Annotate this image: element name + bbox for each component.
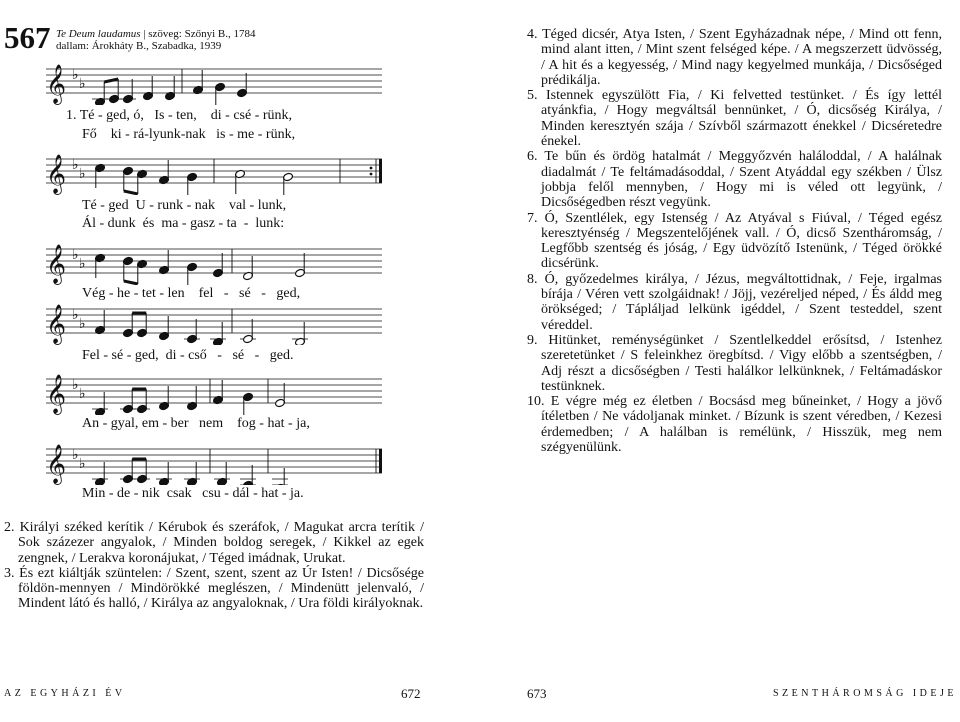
svg-text:♭: ♭ [79, 456, 86, 472]
hymn-meta [56, 28, 256, 52]
text-credit: | szöveg: Szőnyi B., 1784 [140, 28, 256, 40]
lyric-line: Ál - dunk és ma - gasz - ta - lunk: [82, 216, 285, 231]
svg-text:♭: ♭ [79, 76, 86, 92]
svg-text:𝄞: 𝄞 [46, 64, 67, 104]
verse-3: 3. És ezt kiáltják szüntelen: / Szent, szent, szent az Úr Isten! / Dicsősége földön-mennyen / Mindörökké meglészen, / Mindenütt jelenvaló, / Mindent látó és halló, / Királya az angyaloknak, / Ura földi királyoknak. [4, 565, 424, 612]
svg-text:♭: ♭ [79, 386, 86, 402]
lyric-line: Fő ki - rá-lyunk-nak is - me - rünk, [82, 127, 296, 142]
svg-text:♭: ♭ [79, 316, 86, 332]
svg-text:♭: ♭ [72, 447, 79, 463]
left-page-number: 672 [401, 686, 421, 701]
left-verses [4, 520, 424, 612]
verse-7: 7. Ó, Szentlélek, egy Istenség / Az Atyával s Fiúval, / Téged egész keresztyénség / Megszentelőjének vall. / Ó, dicső Szentháromság, / Legfőbb szentség és jóság, / Egy üdvözítő Istenünk, / Téged örökké dicsérünk. [527, 210, 942, 272]
svg-text:♭: ♭ [72, 67, 79, 83]
right-running-head: SZENTHÁROMSÁG IDEJE [773, 688, 957, 699]
right-page-number: 673 [527, 686, 547, 701]
verse-9: 9. Hitünket, reménységünket / Szentlelkeddel erősítsd, / Istenhez szeretetünket / S feleinkhez öregbítsd. / Vigy előbb a szentségben, / Adj részt a dicsőségben / Testi halálkor lelkünknek, / Feltámadáskor testünknek. [527, 332, 942, 394]
music-staff-1 [42, 55, 388, 105]
music-staff-5 [42, 365, 388, 415]
svg-text:𝄞: 𝄞 [46, 304, 67, 344]
music-staff-3 [42, 235, 388, 285]
verse-5: 5. Istennek egyszülött Fia, / Ki felvetted testünket. / És így lettél atyánkfia, / Hogy megváltsál bennünket, / Ó, dicsőség Királya, / Minden keresztyén szája / Szívből származott énekkel / Dicséretedre énekel. [527, 88, 942, 150]
svg-text:𝄞: 𝄞 [46, 154, 67, 194]
lyric-line: Vég - he - tet - len fel - sé - ged, [82, 286, 301, 301]
verse-2: 2. Királyi széked kerítik / Kérubok és szeráfok, / Magukat arcra terítik / Sok százezer angyalok, / Minden boldog seregek, / Kikkel az egek zengnek, / Lerakva koronájukat, / Téged imádnak, Urukat. [4, 520, 424, 566]
svg-text:♭: ♭ [72, 247, 79, 263]
svg-text:𝄞: 𝄞 [46, 444, 67, 484]
svg-text:♭: ♭ [79, 256, 86, 272]
lyric-line: Té - ged U - runk - nak val - lunk, [82, 198, 287, 213]
right-verses [527, 27, 942, 455]
hymn-number: 567 [4, 20, 51, 55]
svg-text:𝄞: 𝄞 [46, 374, 67, 414]
lyric-line: Fel - sé - ged, di - cső - sé - ged. [82, 348, 294, 363]
lyric-line: An - gyal, em - ber nem fog - hat - ja, [82, 416, 310, 431]
svg-text:♭: ♭ [72, 377, 79, 393]
music-staff-2 [42, 145, 388, 195]
svg-text:♭: ♭ [72, 307, 79, 323]
verse-10: 10. E végre még ez életben / Bocsásd meg bűneinket, / Hogy a jövő ítéletben / Ne vádoljanak minket. / Bízunk is szent véredben, / Kezesi érdemedben; / A halálban is remélünk, / Hisszük, meg nem szégyenülünk. [527, 394, 942, 456]
lyric-line: 1. Té - ged, ó, Is - ten, di - csé - rünk, [66, 108, 293, 123]
verse-8: 8. Ó, győzedelmes királya, / Jézus, megváltottidnak, / Feje, irgalmas bírája / Véren vett szolgáidnak! / Jöjj, vezéreljed néped, / És áldd meg örökséged; / Tápláljad lelkünk igéddel, / Szent testeddel, szent véreddel. [527, 271, 942, 333]
hymn-title: Te Deum laudamus [56, 28, 141, 40]
svg-text:♭: ♭ [79, 166, 86, 182]
music-staff-6 [42, 435, 388, 485]
left-running-head: AZ EGYHÁZI ÉV [4, 688, 126, 699]
melody-credit: dallam: Árokháty B., Szabadka, 1939 [56, 40, 222, 52]
svg-text:♭: ♭ [72, 157, 79, 173]
svg-text:𝄞: 𝄞 [46, 244, 67, 284]
lyric-line: Min - de - nik csak csu - dál - hat - ja. [82, 486, 304, 501]
verse-4: 4. Téged dicsér, Atya Isten, / Szent Egyházadnak népe, / Mind ott fenn, mind alant itten, / Mint szent felséged képe. / A megszerzett üdvösség, / A hit és a kegyesség, / Mind nagy kegyelmed munkája, / Dicsőséged prédikálja. [527, 27, 942, 88]
verse-6: 6. Te bűn és ördög hatalmát / Meggyőzvén haláloddal, / A halálnak diadalmát / Te feltámadásoddal, / Szent Atyáddal egy székben / Ülsz jobbja felől mennyben, / Hogy mi is véled ott legyünk, / Dicsőségedben részt vegyünk. [527, 149, 942, 211]
